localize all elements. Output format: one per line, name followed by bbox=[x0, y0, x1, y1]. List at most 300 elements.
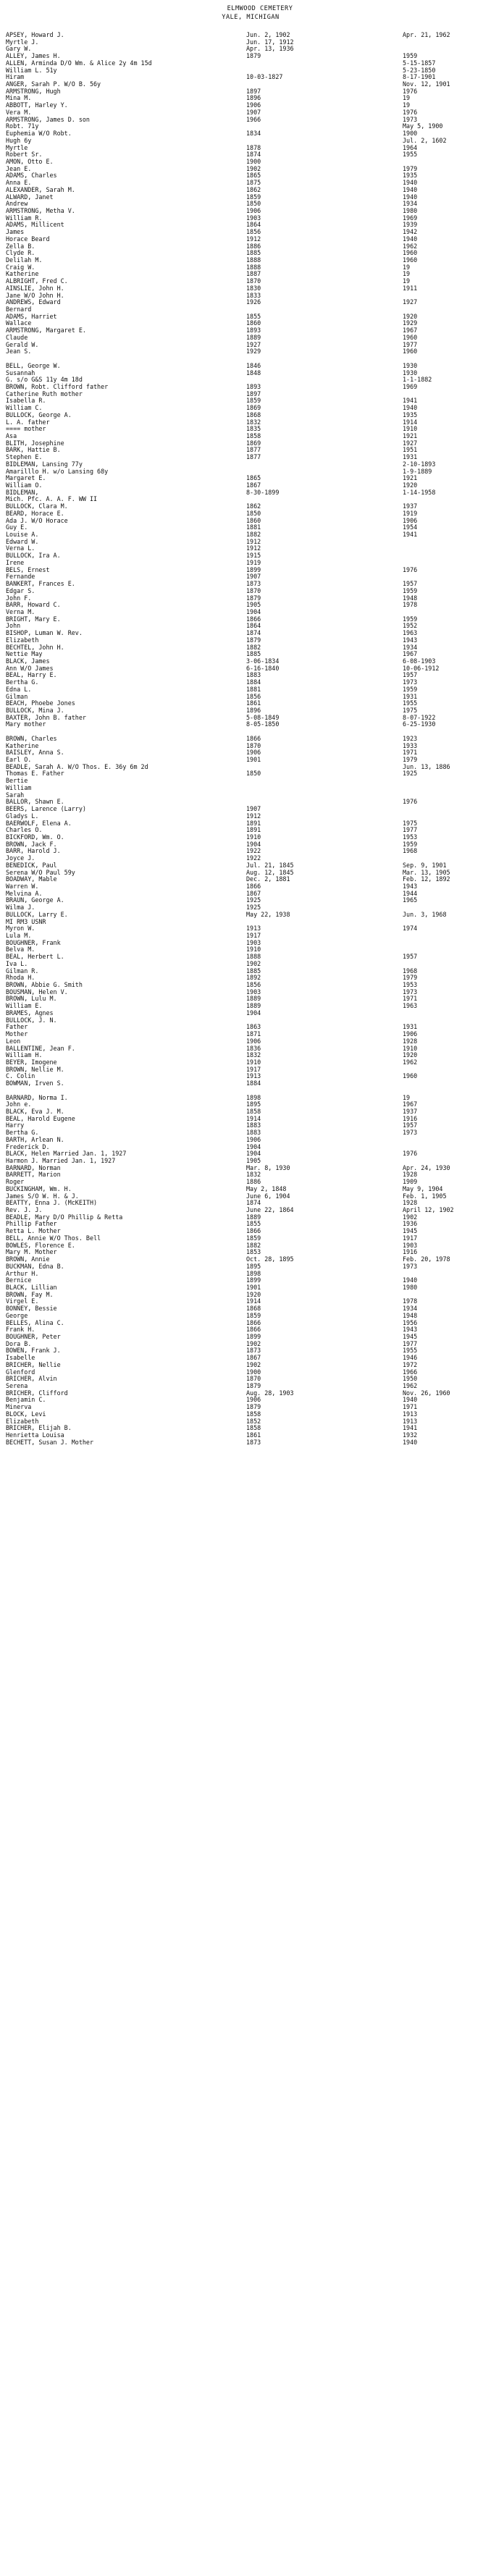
record-death: 1909 bbox=[403, 1178, 418, 1186]
record-birth: 1917 bbox=[246, 932, 261, 939]
record-death: 1953 bbox=[403, 833, 418, 841]
record-death: 1976 bbox=[403, 87, 418, 95]
record-death: 1913 bbox=[403, 1410, 418, 1418]
record-name: Frank H. bbox=[6, 1326, 35, 1334]
record-name: Edna L. bbox=[6, 685, 32, 693]
record-death: 1931 bbox=[403, 453, 418, 461]
record-birth: 1868 bbox=[246, 1305, 261, 1313]
record-death: 19 bbox=[403, 1093, 411, 1101]
record-name: Bertie bbox=[6, 777, 28, 785]
record-name: William L. 51y bbox=[6, 66, 57, 74]
record-birth: 1881 bbox=[246, 523, 261, 531]
record-name: BRIGHT, Mary E. bbox=[6, 615, 61, 623]
record-death: 1975 bbox=[403, 819, 418, 827]
record-name: BOUGHNER, Peter bbox=[6, 1332, 61, 1340]
record-name: BALLOR, Shawn E. bbox=[6, 798, 64, 806]
record-birth: 1897 bbox=[246, 87, 261, 95]
record-death: 1967 bbox=[403, 1100, 418, 1108]
record-death: 1960 bbox=[403, 1072, 418, 1080]
record-death: 1914 bbox=[403, 418, 418, 426]
record-birth: 1914 bbox=[246, 1297, 261, 1305]
record-birth: 1856 bbox=[246, 692, 261, 700]
record-name: William C. bbox=[6, 404, 43, 412]
record-birth: 1864 bbox=[246, 622, 261, 630]
record-birth: 1853 bbox=[246, 1248, 261, 1256]
record-death: 1916 bbox=[403, 1114, 418, 1122]
record-death: 1906 bbox=[403, 1030, 418, 1038]
record-birth: 1895 bbox=[246, 1262, 261, 1270]
record-death: 1902 bbox=[403, 1213, 418, 1221]
record-name: BULLOCK, Clara M. bbox=[6, 502, 68, 510]
record-birth: 1833 bbox=[246, 291, 261, 299]
record-birth: 1896 bbox=[246, 707, 261, 714]
record-death: 1945 bbox=[403, 1227, 418, 1235]
record-birth: 1860 bbox=[246, 516, 261, 524]
record-birth: 1873 bbox=[246, 580, 261, 588]
record-birth: June 6, 1904 bbox=[246, 1192, 290, 1200]
record-name: Belva M. bbox=[6, 946, 35, 954]
record-birth: 1897 bbox=[246, 390, 261, 397]
record-death: 1956 bbox=[403, 1318, 418, 1326]
record-name: Phillip Father bbox=[6, 1220, 57, 1228]
record-name: Charles O. bbox=[6, 826, 43, 834]
record-death: 5-15-1857 bbox=[403, 59, 436, 67]
record-birth: 1879 bbox=[246, 594, 261, 602]
record-name: BROWN, Lulu M. bbox=[6, 995, 57, 1003]
record-birth: 1902 bbox=[246, 164, 261, 172]
record-birth: 1884 bbox=[246, 1079, 261, 1087]
record-birth: 1870 bbox=[246, 277, 261, 285]
record-death: 1921 bbox=[403, 432, 418, 439]
record-birth: 1899 bbox=[246, 1332, 261, 1340]
record-birth: 1835 bbox=[246, 425, 261, 433]
record-death: Feb. 20, 1978 bbox=[403, 1255, 450, 1263]
record-death: 1957 bbox=[403, 1121, 418, 1129]
record-death: 1900 bbox=[403, 130, 418, 138]
record-name: Fernande bbox=[6, 573, 35, 581]
record-birth: 1858 bbox=[246, 1410, 261, 1418]
record-death: 1953 bbox=[403, 981, 418, 989]
record-name: John bbox=[6, 622, 21, 630]
record-birth: Mar. 8, 1930 bbox=[246, 1163, 290, 1171]
record-death: 1973 bbox=[403, 988, 418, 996]
record-death: 19 bbox=[403, 277, 411, 285]
record-name: ALWARD, Janet bbox=[6, 193, 54, 201]
record-name: AINSLIE, John H. bbox=[6, 284, 64, 292]
record-death: 1957 bbox=[403, 671, 418, 679]
record-name: BARTH, Arlean N. bbox=[6, 1135, 64, 1143]
record-name: Melvina A. bbox=[6, 889, 43, 897]
record-name: BROWN, Nellie M. bbox=[6, 1065, 64, 1073]
record-death: 1955 bbox=[403, 1347, 418, 1355]
record-name: Harmon J. Married Jan. 1, 1927 bbox=[6, 1157, 116, 1164]
record-death: 1957 bbox=[403, 953, 418, 961]
record-death: 5-23-1850 bbox=[403, 66, 436, 74]
record-name: Arthur H. bbox=[6, 1269, 39, 1277]
record-birth: 1888 bbox=[246, 263, 261, 271]
record-birth: 1904 bbox=[246, 1142, 261, 1150]
record-name: Henrietta Louisa bbox=[6, 1431, 64, 1439]
record-birth: 1889 bbox=[246, 995, 261, 1003]
record-death: 1950 bbox=[403, 1375, 418, 1383]
record-name: Claude bbox=[6, 333, 28, 341]
record-death: 1960 bbox=[403, 249, 418, 257]
record-birth: May 22, 1938 bbox=[246, 910, 290, 918]
record-birth: 1875 bbox=[246, 179, 261, 187]
record-name: Elizabeth bbox=[6, 636, 39, 644]
record-name: BOWMAN, Irven S. bbox=[6, 1079, 64, 1087]
record-name: Elizabeth bbox=[6, 1417, 39, 1425]
record-name: Earl O. bbox=[6, 756, 32, 764]
record-name: Delilah M. bbox=[6, 256, 43, 264]
record-name: Bertha G. bbox=[6, 1129, 39, 1137]
record-death: 1934 bbox=[403, 200, 418, 208]
record-name: Nettie May bbox=[6, 650, 43, 658]
record-birth: 1863 bbox=[246, 1023, 261, 1031]
record-birth: 1910 bbox=[246, 1058, 261, 1066]
record-name: Myrtle J. bbox=[6, 38, 39, 46]
record-name: BOADWAY, Mable bbox=[6, 875, 57, 883]
record-birth: 1913 bbox=[246, 1072, 261, 1080]
record-name: Isabelle bbox=[6, 1354, 35, 1362]
record-name: Andrew bbox=[6, 200, 28, 208]
record-death: 1941 bbox=[403, 397, 418, 405]
record-death: 1935 bbox=[403, 172, 418, 180]
record-birth: 3-06-1834 bbox=[246, 657, 280, 665]
record-name: Ann W/O James bbox=[6, 664, 54, 672]
record-birth: 1905 bbox=[246, 601, 261, 609]
record-name: BEAL, Harry E. bbox=[6, 671, 57, 679]
record-death: 1942 bbox=[403, 228, 418, 236]
record-name: Thomas E. Father bbox=[6, 770, 64, 778]
record-birth: 1832 bbox=[246, 1051, 261, 1059]
record-name: Guy E. bbox=[6, 523, 28, 531]
record-birth: 1879 bbox=[246, 1382, 261, 1389]
record-birth: 1885 bbox=[246, 650, 261, 658]
record-death: 1906 bbox=[403, 516, 418, 524]
record-birth: 1848 bbox=[246, 369, 261, 376]
record-name: Hugh 6y bbox=[6, 136, 32, 144]
record-name: BAISLEY, Anna S. bbox=[6, 749, 64, 757]
record-death: 1972 bbox=[403, 1360, 418, 1368]
record-name: L. A. father bbox=[6, 418, 50, 426]
record-birth: 1859 bbox=[246, 1311, 261, 1319]
record-birth: Aug. 12, 1845 bbox=[246, 868, 294, 876]
record-name: BROWN, Jack F. bbox=[6, 840, 57, 848]
record-death: 1946 bbox=[403, 1354, 418, 1362]
record-death: 8-17-1901 bbox=[403, 73, 436, 81]
record-name: BROWN, Fay M. bbox=[6, 1290, 54, 1298]
record-birth: 1855 bbox=[246, 1220, 261, 1228]
page-subtitle: YALE, MICHIGAN bbox=[222, 14, 280, 21]
record-death: 1978 bbox=[403, 1297, 418, 1305]
record-birth: 1858 bbox=[246, 432, 261, 439]
record-name: C. Colin bbox=[6, 1072, 35, 1080]
record-death: 1978 bbox=[403, 601, 418, 609]
record-birth: 1893 bbox=[246, 327, 261, 334]
record-birth: 1882 bbox=[246, 643, 261, 651]
record-birth: 1912 bbox=[246, 812, 261, 820]
record-birth: 1870 bbox=[246, 586, 261, 594]
record-death: 1925 bbox=[403, 770, 418, 778]
record-birth: 8-05-1850 bbox=[246, 720, 280, 728]
record-birth: 1902 bbox=[246, 1339, 261, 1347]
record-birth: 1899 bbox=[246, 565, 261, 573]
record-death: 1913 bbox=[403, 1417, 418, 1425]
burial-record-row bbox=[6, 778, 495, 785]
record-name: BROWN, Abbie G. Smith bbox=[6, 981, 83, 989]
record-birth: 1887 bbox=[246, 270, 261, 278]
record-name: Benjamin C. bbox=[6, 1396, 46, 1404]
record-birth: 1901 bbox=[246, 1283, 261, 1291]
record-name: Clyde R. bbox=[6, 249, 35, 257]
record-death: Jul. 2, 1602 bbox=[403, 136, 447, 144]
record-name: Lula M. bbox=[6, 932, 32, 939]
record-birth: 1850 bbox=[246, 200, 261, 208]
record-name: BOWEN, Frank J. bbox=[6, 1347, 61, 1355]
record-name: ADAMS, Charles bbox=[6, 172, 57, 180]
record-death: 19 bbox=[403, 270, 411, 278]
record-name: BULLOCK, George A. bbox=[6, 411, 72, 418]
record-birth: 1886 bbox=[246, 1178, 261, 1186]
record-birth: 1914 bbox=[246, 1114, 261, 1122]
record-birth: 1893 bbox=[246, 382, 261, 390]
record-death: 1963 bbox=[403, 629, 418, 637]
record-death: 1977 bbox=[403, 340, 418, 348]
record-death: 1932 bbox=[403, 1431, 418, 1439]
burial-record-row bbox=[6, 1080, 495, 1087]
record-birth: 1883 bbox=[246, 671, 261, 679]
record-name: BUCKMAN, Edna B. bbox=[6, 1262, 64, 1270]
record-name: Jean S. bbox=[6, 348, 32, 355]
record-name: Susannah bbox=[6, 369, 35, 376]
record-name: Roger bbox=[6, 1178, 25, 1186]
record-name: BULLOCK, Larry E. bbox=[6, 910, 68, 918]
record-death: 1960 bbox=[403, 256, 418, 264]
record-death: Feb. 12, 1892 bbox=[403, 875, 450, 883]
record-birth: 1905 bbox=[246, 1157, 261, 1164]
record-name: ARMSTRONG, Margaret E. bbox=[6, 327, 86, 334]
record-birth: 1889 bbox=[246, 333, 261, 341]
record-name: BICKFORD, Wm. O. bbox=[6, 833, 64, 841]
record-birth: 1834 bbox=[246, 130, 261, 138]
record-name: AMON, Otto E. bbox=[6, 157, 54, 165]
record-birth: 1850 bbox=[246, 509, 261, 517]
record-name: Verna M. bbox=[6, 607, 35, 615]
record-birth: 1907 bbox=[246, 805, 261, 813]
record-death: 1-9-1889 bbox=[403, 467, 432, 475]
record-name: BEAL, Herbert L. bbox=[6, 953, 64, 961]
record-death: Apr. 24, 1930 bbox=[403, 1163, 450, 1171]
record-name: BROWN, Annie bbox=[6, 1255, 50, 1263]
record-birth: 1904 bbox=[246, 840, 261, 848]
record-name: ARMSTRONG, Metha V. bbox=[6, 206, 75, 214]
record-death: 1959 bbox=[403, 586, 418, 594]
record-death: 1976 bbox=[403, 1150, 418, 1158]
record-name: William O. bbox=[6, 481, 43, 489]
record-birth: 1874 bbox=[246, 1199, 261, 1207]
record-birth: 1877 bbox=[246, 446, 261, 454]
record-birth: 1873 bbox=[246, 1347, 261, 1355]
record-birth: 1906 bbox=[246, 101, 261, 109]
record-name: BLACK, Lillian bbox=[6, 1283, 57, 1291]
record-name: Bertha G. bbox=[6, 678, 39, 686]
record-name: MI RM3 USNR bbox=[6, 917, 46, 925]
record-name: Craig W. bbox=[6, 263, 35, 271]
record-death: Jun. 13, 1886 bbox=[403, 762, 450, 770]
record-birth: 1855 bbox=[246, 312, 261, 320]
record-name: Serena bbox=[6, 1382, 28, 1389]
record-death: 1940 bbox=[403, 1276, 418, 1284]
record-birth: 1864 bbox=[246, 221, 261, 229]
record-birth: 1883 bbox=[246, 1129, 261, 1137]
record-birth: 1874 bbox=[246, 151, 261, 159]
record-birth: 1922 bbox=[246, 847, 261, 855]
record-name: Edward W. bbox=[6, 537, 39, 545]
record-death: 1931 bbox=[403, 1023, 418, 1031]
record-death: 6-08-1903 bbox=[403, 657, 436, 665]
record-name: Father bbox=[6, 1023, 28, 1031]
record-name: BARNARD, Norman bbox=[6, 1163, 61, 1171]
record-name: BELL, George W. bbox=[6, 361, 61, 369]
burial-record-row bbox=[6, 1439, 495, 1447]
record-name: BRAUN, George A. bbox=[6, 896, 64, 904]
record-name: BULLOCK, Ira A. bbox=[6, 552, 61, 560]
record-birth: 1902 bbox=[246, 1360, 261, 1368]
record-birth: 1866 bbox=[246, 734, 261, 742]
record-death: Sep. 9, 1901 bbox=[403, 861, 447, 869]
record-death: 1945 bbox=[403, 1332, 418, 1340]
record-name: BEACH, Phoebe Jones bbox=[6, 699, 75, 707]
record-death: 1927 bbox=[403, 439, 418, 447]
record-name: BEARD, Horace E. bbox=[6, 509, 64, 517]
record-death: 1937 bbox=[403, 1107, 418, 1115]
record-death: 1957 bbox=[403, 580, 418, 588]
record-name: ARMSTRONG, Hugh bbox=[6, 87, 61, 95]
record-death: 1962 bbox=[403, 1382, 418, 1389]
record-birth: 1900 bbox=[246, 157, 261, 165]
record-name: G. s/o G&S 11y 4m 18d bbox=[6, 376, 83, 384]
record-name: BLOCK, Levi bbox=[6, 1410, 46, 1418]
record-name: BISHOP, Luman W. Rev. bbox=[6, 629, 83, 637]
record-birth: 6-16-1840 bbox=[246, 664, 280, 672]
record-birth: 1906 bbox=[246, 1135, 261, 1143]
record-death: 1910 bbox=[403, 425, 418, 433]
record-death: Jun. 3, 1968 bbox=[403, 910, 447, 918]
record-name: BALLENTINE, Jean F. bbox=[6, 1044, 75, 1052]
record-death: 1940 bbox=[403, 235, 418, 243]
record-birth: 1862 bbox=[246, 502, 261, 510]
record-death: 1940 bbox=[403, 193, 418, 201]
record-name: ADAMS, Millicent bbox=[6, 221, 64, 229]
record-name: BOUSMAN, Helen V. bbox=[6, 988, 68, 996]
record-death: 1948 bbox=[403, 594, 418, 602]
record-birth: 1903 bbox=[246, 938, 261, 946]
record-birth: 1856 bbox=[246, 981, 261, 989]
record-death: April 12, 1902 bbox=[403, 1206, 454, 1214]
record-death: 1920 bbox=[403, 1051, 418, 1059]
record-birth: 1906 bbox=[246, 749, 261, 757]
record-birth: 1866 bbox=[246, 882, 261, 890]
record-name: BRICHER, Elijah B. bbox=[6, 1424, 72, 1432]
record-name: BROWN, Charles bbox=[6, 734, 57, 742]
record-birth: 1859 bbox=[246, 1234, 261, 1242]
record-death: 1936 bbox=[403, 1220, 418, 1228]
record-birth: 1832 bbox=[246, 418, 261, 426]
record-death: 1928 bbox=[403, 1171, 418, 1179]
record-birth: 1925 bbox=[246, 904, 261, 912]
record-death: Apr. 21, 1962 bbox=[403, 31, 450, 38]
record-birth: 1852 bbox=[246, 1417, 261, 1425]
record-name: BEAL, Harold Eugene bbox=[6, 1114, 75, 1122]
record-name: Virgel E. bbox=[6, 1297, 39, 1305]
record-name: Amarilllo H. w/o Lansing 68y bbox=[6, 467, 109, 475]
record-death: 1980 bbox=[403, 206, 418, 214]
record-name: Stephen E. bbox=[6, 453, 43, 461]
record-birth: 1912 bbox=[246, 544, 261, 552]
record-death: 1969 bbox=[403, 382, 418, 390]
record-name: ADAMS, Harriet bbox=[6, 312, 57, 320]
record-birth: 1860 bbox=[246, 319, 261, 327]
record-death: 1939 bbox=[403, 221, 418, 229]
record-death: 1911 bbox=[403, 284, 418, 292]
record-death: 1959 bbox=[403, 840, 418, 848]
record-death: 1928 bbox=[403, 1199, 418, 1207]
record-name: BARNARD, Norma I. bbox=[6, 1093, 68, 1101]
burial-record-list bbox=[6, 32, 495, 1446]
record-name: BUCKINGHAM, Wm. H. bbox=[6, 1184, 72, 1192]
record-birth: 1883 bbox=[246, 1121, 261, 1129]
record-name: Vera M. bbox=[6, 108, 32, 116]
record-birth: 1895 bbox=[246, 1100, 261, 1108]
record-birth: 1870 bbox=[246, 741, 261, 749]
record-birth: May 2, 1848 bbox=[246, 1184, 287, 1192]
record-name: Mary M. Mother bbox=[6, 1248, 57, 1256]
record-name: Wilma J. bbox=[6, 904, 35, 912]
record-name: BRICHER, Clifford bbox=[6, 1389, 68, 1397]
record-death: 1954 bbox=[403, 523, 418, 531]
record-name: Serena W/O Paul 59y bbox=[6, 868, 75, 876]
record-birth: 1904 bbox=[246, 1150, 261, 1158]
record-name: James S/O W. H. & J. bbox=[6, 1192, 79, 1200]
record-name: Bernice bbox=[6, 1276, 32, 1284]
record-death: 1-1-1882 bbox=[403, 376, 432, 384]
record-death: 1941 bbox=[403, 1424, 418, 1432]
record-death: 1955 bbox=[403, 151, 418, 159]
record-death: 1979 bbox=[403, 164, 418, 172]
record-name: Glenford bbox=[6, 1368, 35, 1376]
record-name: William H. bbox=[6, 1051, 43, 1059]
record-birth: 1865 bbox=[246, 172, 261, 180]
record-birth: 1836 bbox=[246, 1044, 261, 1052]
record-death: 1977 bbox=[403, 826, 418, 834]
burial-record-row bbox=[6, 1010, 495, 1017]
record-birth: 1892 bbox=[246, 974, 261, 982]
record-birth: 1888 bbox=[246, 953, 261, 961]
record-death: 1934 bbox=[403, 1305, 418, 1313]
record-name: ABBOTT, Harley Y. bbox=[6, 101, 68, 109]
record-birth: 1900 bbox=[246, 1368, 261, 1376]
record-name: Wallace bbox=[6, 319, 32, 327]
record-death: 1971 bbox=[403, 749, 418, 757]
record-birth: 1912 bbox=[246, 537, 261, 545]
record-death: 1973 bbox=[403, 678, 418, 686]
record-birth: 1861 bbox=[246, 699, 261, 707]
record-birth: 1884 bbox=[246, 678, 261, 686]
burial-record-row bbox=[6, 348, 495, 355]
record-name: BEADLE, Sarah A. W/O Thos. E. 36y 6m 2d bbox=[6, 762, 148, 770]
record-name: William R. bbox=[6, 214, 43, 222]
